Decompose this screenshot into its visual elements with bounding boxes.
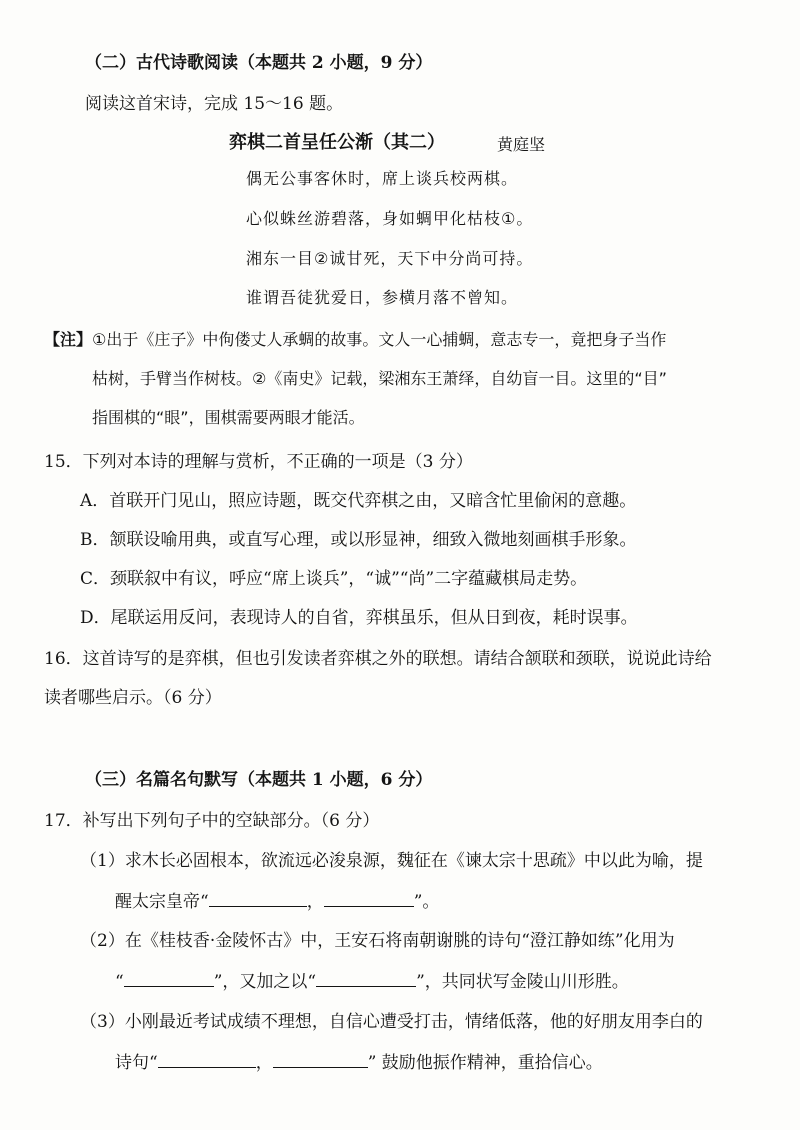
question-17-item-2-line-2 [115,972,629,991]
item-1-blank-2[interactable] [324,892,414,907]
question-15-stem: 15．下列对本诗的理解与赏析，不正确的一项是（3 分） [44,452,473,472]
item-1-prefix: 醒太宗皇帝“ [115,892,209,912]
item-3-prefix: 诗句“ [115,1053,158,1073]
item-2-open: “ [115,972,124,992]
question-15-option-d: D．尾联运用反问，表现诗人的自省，弈棋虽乐，但从日到夜，耗时误事。 [80,608,638,628]
section-heading-poetry: （二）古代诗歌阅读（本题共 2 小题，9 分） [85,53,433,73]
item-1-sep: ， [306,892,324,912]
poem-title: 弈棋二首呈任公渐（其二） [229,132,445,153]
note-label: 【注】 [44,330,93,349]
section-heading-recitation: （三）名篇名句默写（本题共 1 小题，6 分） [85,770,433,790]
item-3-blank-2[interactable] [273,1053,368,1068]
question-17-item-2-line-1: （2）在《桂枝香·金陵怀古》中，王安石将南朝谢朓的诗句“澄江静如练”化用为 [80,931,675,951]
poem-line-2: 心似蛛丝游碧落，身如蜩甲化枯枝①。 [246,209,534,228]
question-15-option-b: B．颔联设喻用典，或直写心理，或以形显神，细致入微地刻画棋手形象。 [80,530,637,550]
note-line-3: 指围棋的“眼”，围棋需要两眼才能活。 [92,408,365,427]
question-15-option-a: A．首联开门见山，照应诗题，既交代弈棋之由，又暗含忙里偷闲的意趣。 [80,491,637,511]
note-line-2: 枯树，手臂当作树枝。②《南史》记载，梁湘东王萧绎，自幼盲一目。这里的“目” [92,369,667,388]
item-1-suffix: ”。 [413,892,440,912]
item-2-blank-1[interactable] [124,972,214,987]
poem-line-3: 湘东一目②诚甘死，天下中分尚可持。 [246,249,534,268]
poem-line-1: 偶无公事客休时，席上谈兵校两棋。 [246,169,519,188]
item-3-blank-1[interactable] [158,1053,256,1068]
question-17-item-1-line-2 [115,892,439,911]
item-3-suffix: ” 鼓励他振作精神，重拾信心。 [367,1053,603,1073]
poem-instruction: 阅读这首宋诗，完成 15～16 题。 [85,94,344,114]
item-2-suffix: ”，共同状写金陵山川形胜。 [416,972,629,992]
question-17-item-1-line-1: （1）求木长必固根本，欲流远必浚泉源，魏征在《谏太宗十思疏》中以此为喻，提 [80,851,703,871]
question-15-option-c: C．颈联叙中有议，呼应“席上谈兵”，“诚”“尚”二字蕴藏棋局走势。 [80,569,588,589]
question-16-line-1: 16．这首诗写的是弈棋，但也引发读者弈棋之外的联想。请结合颔联和颈联，说说此诗给 [44,649,712,669]
poem-author: 黄庭坚 [497,135,546,154]
question-16-line-2: 读者哪些启示。（6 分） [44,688,222,708]
item-3-sep: ， [255,1053,273,1073]
poem-line-4: 谁谓吾徒犹爱日，参横月落不曾知。 [246,288,519,307]
question-17-item-3-line-1: （3）小刚最近考试成绩不理想，自信心遭受打击，情绪低落，他的好朋友用李白的 [80,1012,703,1032]
note-line-1: ①出于《庄子》中佝偻丈人承蜩的故事。文人一心捕蜩，意志专一，竟把身子当作 [92,330,667,349]
question-17-stem: 17．补写出下列句子中的空缺部分。（6 分） [44,811,380,831]
item-2-blank-2[interactable] [316,972,416,987]
item-2-mid: ”，又加之以“ [213,972,317,992]
item-1-blank-1[interactable] [209,892,307,907]
question-17-item-3-line-2 [115,1053,603,1072]
